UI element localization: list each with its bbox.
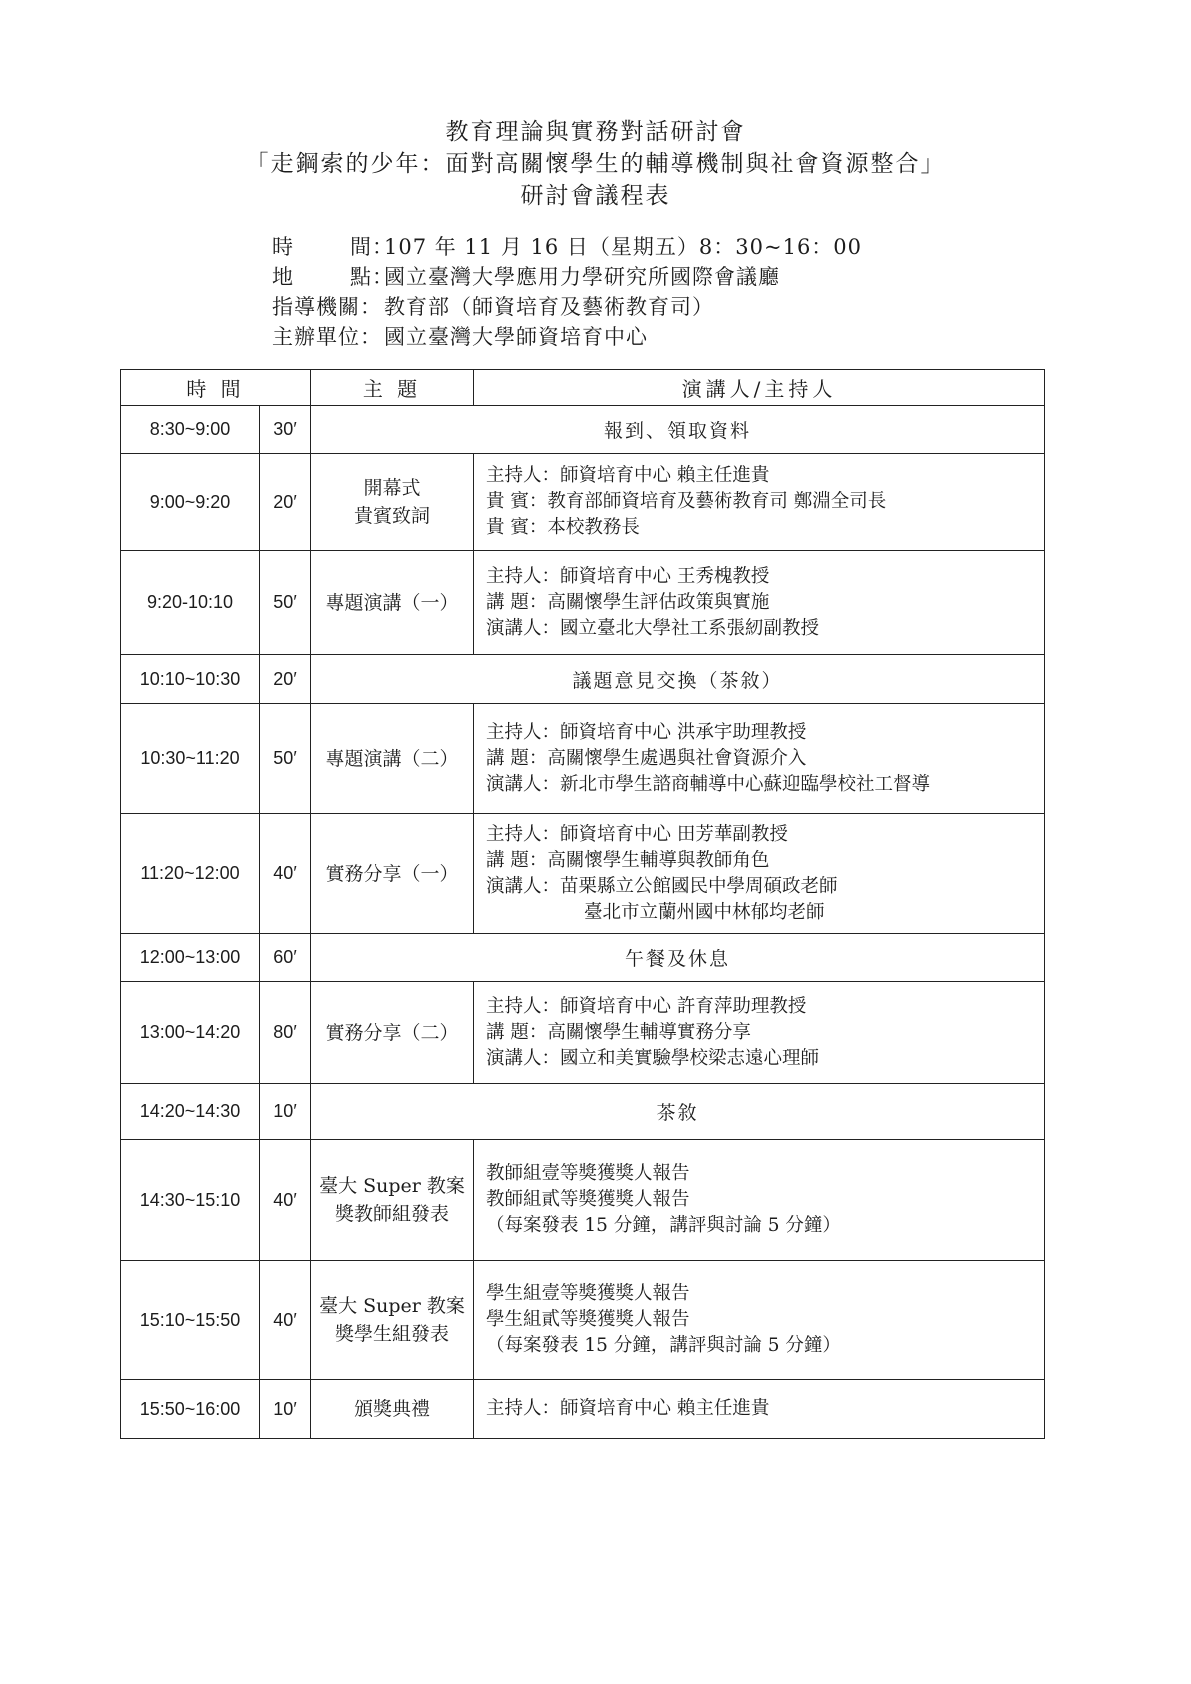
speaker-line: 教師組貳等獎獲獎人報告 <box>486 1189 690 1210</box>
row-activity: 報到、領取資料 <box>311 406 1045 454</box>
info-time-value: 107 年 11 月 16 日（星期五）8：30~16：00 <box>384 235 863 259</box>
event-info <box>272 232 862 352</box>
info-guide <box>272 292 862 322</box>
row-minutes: 20′ <box>260 454 311 551</box>
topic-line: 臺大 Super 教案 <box>319 1175 465 1197</box>
speaker-line: 講 題：高關懷學生處遇與社會資源介入 <box>486 747 807 769</box>
row-time: 8:30~9:00 <box>121 406 260 454</box>
row-activity: 茶敘 <box>311 1084 1045 1140</box>
row-time: 10:10~10:30 <box>121 655 260 704</box>
row-time: 14:30~15:10 <box>121 1140 260 1261</box>
speaker-line: 臺北市立蘭州國中林郁均老師 <box>584 901 825 923</box>
table-row <box>121 406 1045 454</box>
conference-title: 教育理論與實務對話研討會 <box>445 119 746 145</box>
row-speakers <box>474 1380 1045 1439</box>
info-place-value: 國立臺灣大學應用力學研究所國際會議廳 <box>384 265 780 289</box>
speaker-line: 演講人：國立和美實驗學校梁志遠心理師 <box>486 1047 820 1069</box>
row-time: 9:20-10:10 <box>121 551 260 655</box>
speaker-line: 講 題：高關懷學生評估政策與實施 <box>486 591 770 613</box>
info-place-label: 地 點： <box>272 265 394 289</box>
speaker-line: 主持人：師資培育中心 賴主任進貴 <box>486 1398 770 1419</box>
table-row <box>121 454 1045 551</box>
info-place <box>272 262 862 292</box>
row-minutes: 10′ <box>260 1084 311 1140</box>
table-row <box>121 814 1045 934</box>
speaker-line: 主持人：師資培育中心 田芳華副教授 <box>486 823 788 845</box>
row-topic <box>311 982 474 1084</box>
row-minutes: 10′ <box>260 1380 311 1439</box>
header-speaker: 演講人/主持人 <box>474 370 1045 406</box>
row-time: 15:10~15:50 <box>121 1261 260 1380</box>
row-speakers <box>474 1140 1045 1261</box>
topic-line: 臺大 Super 教案 <box>319 1295 465 1317</box>
topic-line: 實務分享（二） <box>325 1021 459 1044</box>
row-topic <box>311 454 474 551</box>
topic-line: 專題演講（二） <box>325 747 459 770</box>
table-row <box>121 655 1045 704</box>
speaker-line: 主持人：師資培育中心 許育萍助理教授 <box>486 995 807 1017</box>
row-topic <box>311 814 474 934</box>
topic-line: 實務分享（一） <box>325 862 459 885</box>
speaker-line: 講 題：高關懷學生輔導與教師角色 <box>486 849 770 871</box>
row-time: 13:00~14:20 <box>121 982 260 1084</box>
speaker-line: 講 題：高關懷學生輔導實務分享 <box>486 1021 751 1043</box>
speaker-line: 演講人：新北市學生諮商輔導中心蘇迎臨學校社工督導 <box>486 773 931 795</box>
row-speakers <box>474 551 1045 655</box>
row-topic <box>311 704 474 814</box>
agenda-heading: 研討會議程表 <box>520 183 671 209</box>
row-minutes: 40′ <box>260 1261 311 1380</box>
table-row <box>121 982 1045 1084</box>
table-row <box>121 1261 1045 1380</box>
row-time: 11:20~12:00 <box>121 814 260 934</box>
info-host <box>272 322 862 352</box>
table-row <box>121 551 1045 655</box>
table-row <box>121 934 1045 982</box>
row-speakers <box>474 1261 1045 1380</box>
row-minutes: 40′ <box>260 814 311 934</box>
info-guide-value: 教育部（師資培育及藝術教育司） <box>384 295 714 319</box>
speaker-line: 貴 賓：本校教務長 <box>486 517 640 538</box>
row-time: 12:00~13:00 <box>121 934 260 982</box>
speaker-line: 學生組壹等獎獲獎人報告 <box>486 1283 690 1304</box>
conference-subtitle: 「走鋼索的少年：面對高關懷學生的輔導機制與社會資源整合」 <box>245 151 946 177</box>
speaker-line: 教師組壹等獎獲獎人報告 <box>486 1163 690 1184</box>
speaker-line: 演講人：國立臺北大學社工系張紉副教授 <box>486 617 820 639</box>
row-minutes: 30′ <box>260 406 311 454</box>
row-speakers <box>474 982 1045 1084</box>
row-time: 10:30~11:20 <box>121 704 260 814</box>
row-time: 14:20~14:30 <box>121 1084 260 1140</box>
info-time <box>272 232 862 262</box>
row-minutes: 50′ <box>260 704 311 814</box>
row-topic <box>311 1140 474 1261</box>
row-minutes: 40′ <box>260 1140 311 1261</box>
speaker-line: （每案發表 15 分鐘，講評與討論 5 分鐘） <box>486 1335 841 1356</box>
info-guide-label: 指導機關： <box>272 295 382 319</box>
topic-line: 獎教師組發表 <box>335 1203 450 1225</box>
topic-line: 開幕式 <box>363 477 421 499</box>
header-time: 時 間 <box>121 370 311 406</box>
topic-line: 貴賓致詞 <box>354 505 431 527</box>
row-speakers <box>474 704 1045 814</box>
row-activity: 午餐及休息 <box>311 934 1045 982</box>
row-speakers <box>474 454 1045 551</box>
topic-line: 頒獎典禮 <box>354 1398 431 1420</box>
speaker-line: 貴 賓：教育部師資培育及藝術教育司 鄭淵全司長 <box>486 491 887 512</box>
agenda-body <box>121 406 1045 1439</box>
row-minutes: 50′ <box>260 551 311 655</box>
info-host-value: 國立臺灣大學師資培育中心 <box>384 325 648 349</box>
row-speakers <box>474 814 1045 934</box>
agenda-table <box>120 369 1045 1439</box>
title-block <box>0 116 1191 212</box>
table-row <box>121 1380 1045 1439</box>
topic-line: 獎學生組發表 <box>335 1323 450 1345</box>
row-minutes: 20′ <box>260 655 311 704</box>
row-topic <box>311 551 474 655</box>
table-row <box>121 704 1045 814</box>
row-time: 9:00~9:20 <box>121 454 260 551</box>
speaker-line: 演講人：苗栗縣立公館國民中學周碩政老師 <box>486 875 838 897</box>
table-row <box>121 1084 1045 1140</box>
speaker-line: 學生組貳等獎獲獎人報告 <box>486 1309 690 1330</box>
table-row <box>121 1140 1045 1261</box>
row-topic <box>311 1261 474 1380</box>
speaker-line: 主持人：師資培育中心 洪承宇助理教授 <box>486 721 807 743</box>
info-host-label: 主辦單位： <box>272 325 382 349</box>
row-activity: 議題意見交換（茶敘） <box>311 655 1045 704</box>
table-header-row <box>121 370 1045 406</box>
row-topic <box>311 1380 474 1439</box>
header-topic: 主 題 <box>311 370 474 406</box>
info-time-label: 時 間： <box>272 235 394 259</box>
row-minutes: 60′ <box>260 934 311 982</box>
row-minutes: 80′ <box>260 982 311 1084</box>
topic-line: 專題演講（一） <box>325 591 459 614</box>
speaker-line: 主持人：師資培育中心 賴主任進貴 <box>486 465 770 486</box>
row-time: 15:50~16:00 <box>121 1380 260 1439</box>
speaker-line: （每案發表 15 分鐘，講評與討論 5 分鐘） <box>486 1215 841 1236</box>
speaker-line: 主持人：師資培育中心 王秀槐教授 <box>486 565 770 587</box>
